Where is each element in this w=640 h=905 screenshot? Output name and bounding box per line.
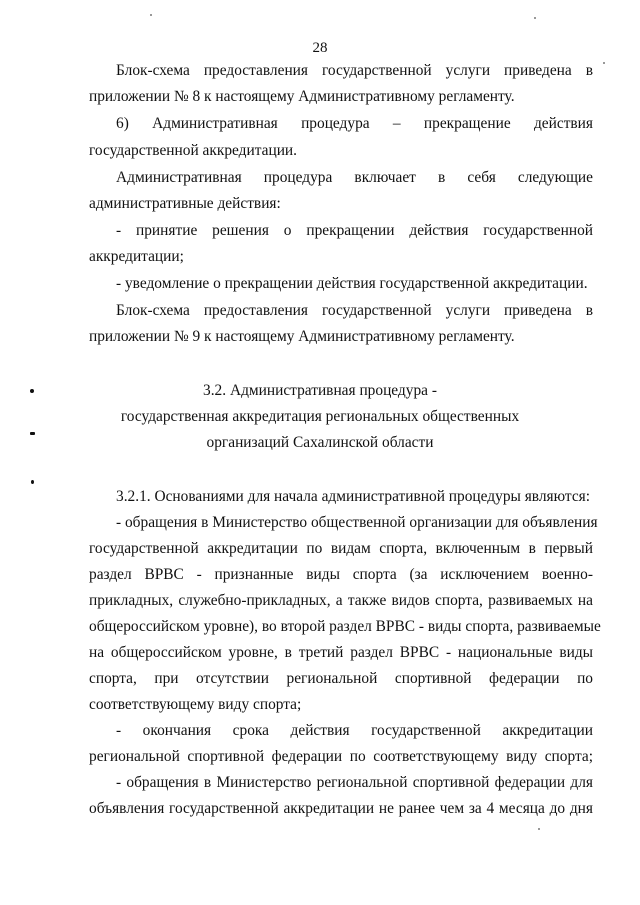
text-line: Административная процедура включает в себя следующие: [116, 169, 593, 186]
scan-speck: [150, 14, 152, 16]
text-line: Блок-схема предоставления государственной услуги приведена в: [116, 302, 593, 319]
text-line: 6) Административная процедура – прекращение действия: [116, 115, 593, 132]
text-line: приложении № 9 к настоящему Административному регламенту.: [89, 328, 515, 345]
scan-speck: [534, 17, 536, 19]
text-line: 3.2.1. Основаниями для начала административной процедуры являются:: [116, 488, 591, 505]
text-line: - принятие решения о прекращении действия государственной: [116, 222, 593, 239]
text-line: - окончания срока действия государственной аккредитации: [116, 722, 593, 739]
text-line: на общероссийском уровне, в третий раздел ВРВС - национальные виды: [89, 644, 593, 661]
punch-mark: [30, 432, 35, 435]
text-line: спорта, при отсутствии региональной спортивной федерации по: [89, 670, 593, 687]
scan-speck: [603, 62, 605, 64]
text-line: административные действия:: [89, 195, 281, 212]
text-line: соответствующему виду спорта;: [89, 696, 302, 713]
text-line: общероссийском уровне), во второй раздел ВРВС - виды спорта, развиваемые: [89, 618, 601, 635]
text-line: - обращения в Министерство региональной спортивной федерации для: [116, 774, 593, 791]
text-line: раздел ВРВС - признанные виды спорта (за исключением военно-: [89, 566, 593, 583]
text-line: приложении № 8 к настоящему Административному регламенту.: [89, 88, 515, 105]
text-line: - уведомление о прекращении действия государственной аккредитации.: [116, 275, 588, 292]
text-line: государственной аккредитации по видам спорта, включенным в первый: [89, 540, 593, 557]
text-line: прикладных, служебно-прикладных, а также видов спорта, развиваемых на: [89, 592, 593, 609]
section-heading: 3.2. Административная процедура -: [203, 382, 437, 399]
text-line: Блок-схема предоставления государственной услуги приведена в: [116, 62, 593, 79]
text-line: объявления государственной аккредитации не ранее чем за 4 месяца до дня: [89, 800, 593, 817]
text-line: аккредитации;: [89, 248, 184, 265]
punch-mark: [31, 480, 34, 484]
section-heading: организаций Сахалинской области: [206, 434, 434, 451]
text-line: - обращения в Министерство общественной организации для объявления: [116, 514, 598, 531]
punch-mark: [30, 389, 34, 393]
page-number: 28: [312, 40, 328, 56]
text-line: региональной спортивной федерации по соответствующему виду спорта;: [89, 748, 593, 765]
section-heading: государственная аккредитация региональных общественных: [120, 408, 520, 425]
scan-speck: [538, 828, 540, 830]
text-line: государственной аккредитации.: [89, 142, 298, 159]
